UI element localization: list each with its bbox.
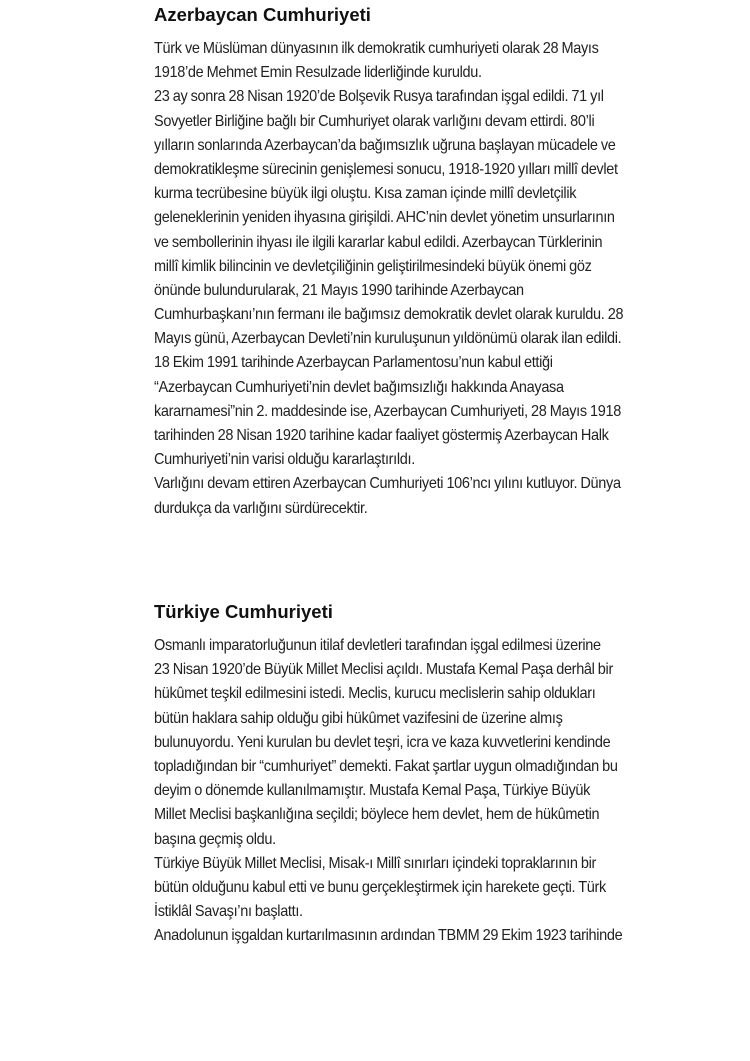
text-line: 18 Ekim 1991 tarihinde Azerbaycan Parlamentosu’nun kabul ettiği [154,354,553,372]
text-line: hükûmet teşkil edilmesini istedi. Meclis, kurucu meclislerin sahip oldukları [154,685,596,703]
section-body-azerbaycan [154,37,703,521]
text-line: bütün haklara sahip olduğu gibi hükûmet vazifesini de üzerine almış [154,709,563,727]
text-line: geleneklerinin yeniden ihyasına girişildi. AHC’nin devlet yönetim unsurlarının [154,209,615,227]
section-title-azerbaycan: Azerbaycan Cumhuriyeti [154,4,371,25]
text-line: Osmanlı imparatorluğunun itilaf devletleri tarafından işgal edilmesi üzerine [154,637,601,654]
text-line: topladığından bir “cumhuriyet” demekti. Fakat şartlar uygun olmadığından bu [154,757,618,775]
text-line: Sovyetler Birliğine bağlı bir Cumhuriyet olarak varlığını devam ettirdi. 80’li [154,112,595,130]
text-line: bulunuyordu. Yeni kurulan bu devlet teşri, icra ve kaza kuvvetlerini kendinde [154,733,611,751]
text-line: önünde bulundurularak, 21 Mayıs 1990 tarihinde Azerbaycan [154,281,524,299]
text-line: İstiklâl Savaşı’nı başlattı. [154,903,303,921]
text-line: demokratikleşme sürecinin genişlemesi sonucu, 1918-1920 yılları millî devlet [154,160,618,178]
text-line: durdukça da varlığını sürdürecektir. [154,499,368,517]
text-line: tarihinden 28 Nisan 1920 tarihine kadar faaliyet göstermiş Azerbaycan Halk [154,427,609,444]
text-line: Varlığını devam ettiren Azerbaycan Cumhuriyeti 106’ncı yılını kutluyor. Dünya [154,475,621,493]
text-line: kararnamesi”nin 2. maddesinde ise, Azerbaycan Cumhuriyeti, 28 Mayıs 1918 [154,402,621,420]
text-line: millî kimlik bilincinin ve devletçiliğinin geliştirilmesindeki büyük önemi göz [154,257,592,275]
section-title-turkiye: Türkiye Cumhuriyeti [154,601,333,622]
text-line: 1918’de Mehmet Emin Resulzade liderliğinde kuruldu. [154,64,482,82]
text-line: yılların sonlarında Azerbaycan’da bağımsızlık uğruna başlayan mücadele ve [154,136,616,154]
text-line: Türkiye Büyük Millet Meclisi, Misak-ı Millî sınırları içindeki topraklarının bir [154,854,597,872]
text-line: Mayıs günü, Azerbaycan Devleti’nin kuruluşunun yıldönümü olarak ilan edildi. [154,330,622,348]
text-line: 23 Nisan 1920’de Büyük Millet Meclisi açıldı. Mustafa Kemal Paşa derhâl bir [154,661,613,679]
text-line: Türk ve Müslüman dünyasının ilk demokratik cumhuriyeti olarak 28 Mayıs [154,40,599,57]
text-line: Anadolunun işgaldan kurtarılmasının ardından TBMM 29 Ekim 1923 tarihinde [154,927,623,945]
text-line: “Azerbaycan Cumhuriyeti’nin devlet bağımsızlığı hakkında Anayasa [154,378,564,396]
text-line: Cumhurbaşkanı’nın fermanı ile bağımsız demokratik devlet olarak kuruldu. 28 [154,306,624,324]
text-line: 23 ay sonra 28 Nisan 1920’de Bolşevik Rusya tarafından işgal edildi. 71 yıl [154,88,604,106]
text-line: Cumhuriyeti’nin varisi olduğu kararlaştırıldı. [154,451,415,469]
text-line: başına geçmiş oldu. [154,830,276,848]
section-body-turkiye [154,634,703,948]
text-line: bütün olduğunu kabul etti ve bunu gerçekleştirmek için harekete geçti. Türk [154,878,606,896]
text-line: deyim o dönemde kullanılmamıştır. Mustafa Kemal Paşa, Türkiye Büyük [154,782,591,800]
text-line: Millet Meclisi başkanlığına seçildi; böylece hem devlet, hem de hükûmetin [154,806,600,824]
text-line: kurma tecrübesine büyük ilgi oluştu. Kısa zaman içinde millî devletçilik [154,185,577,203]
text-line: ve sembollerinin ihyası ile ilgili kararlar kabul edildi. Azerbaycan Türklerinin [154,233,603,251]
